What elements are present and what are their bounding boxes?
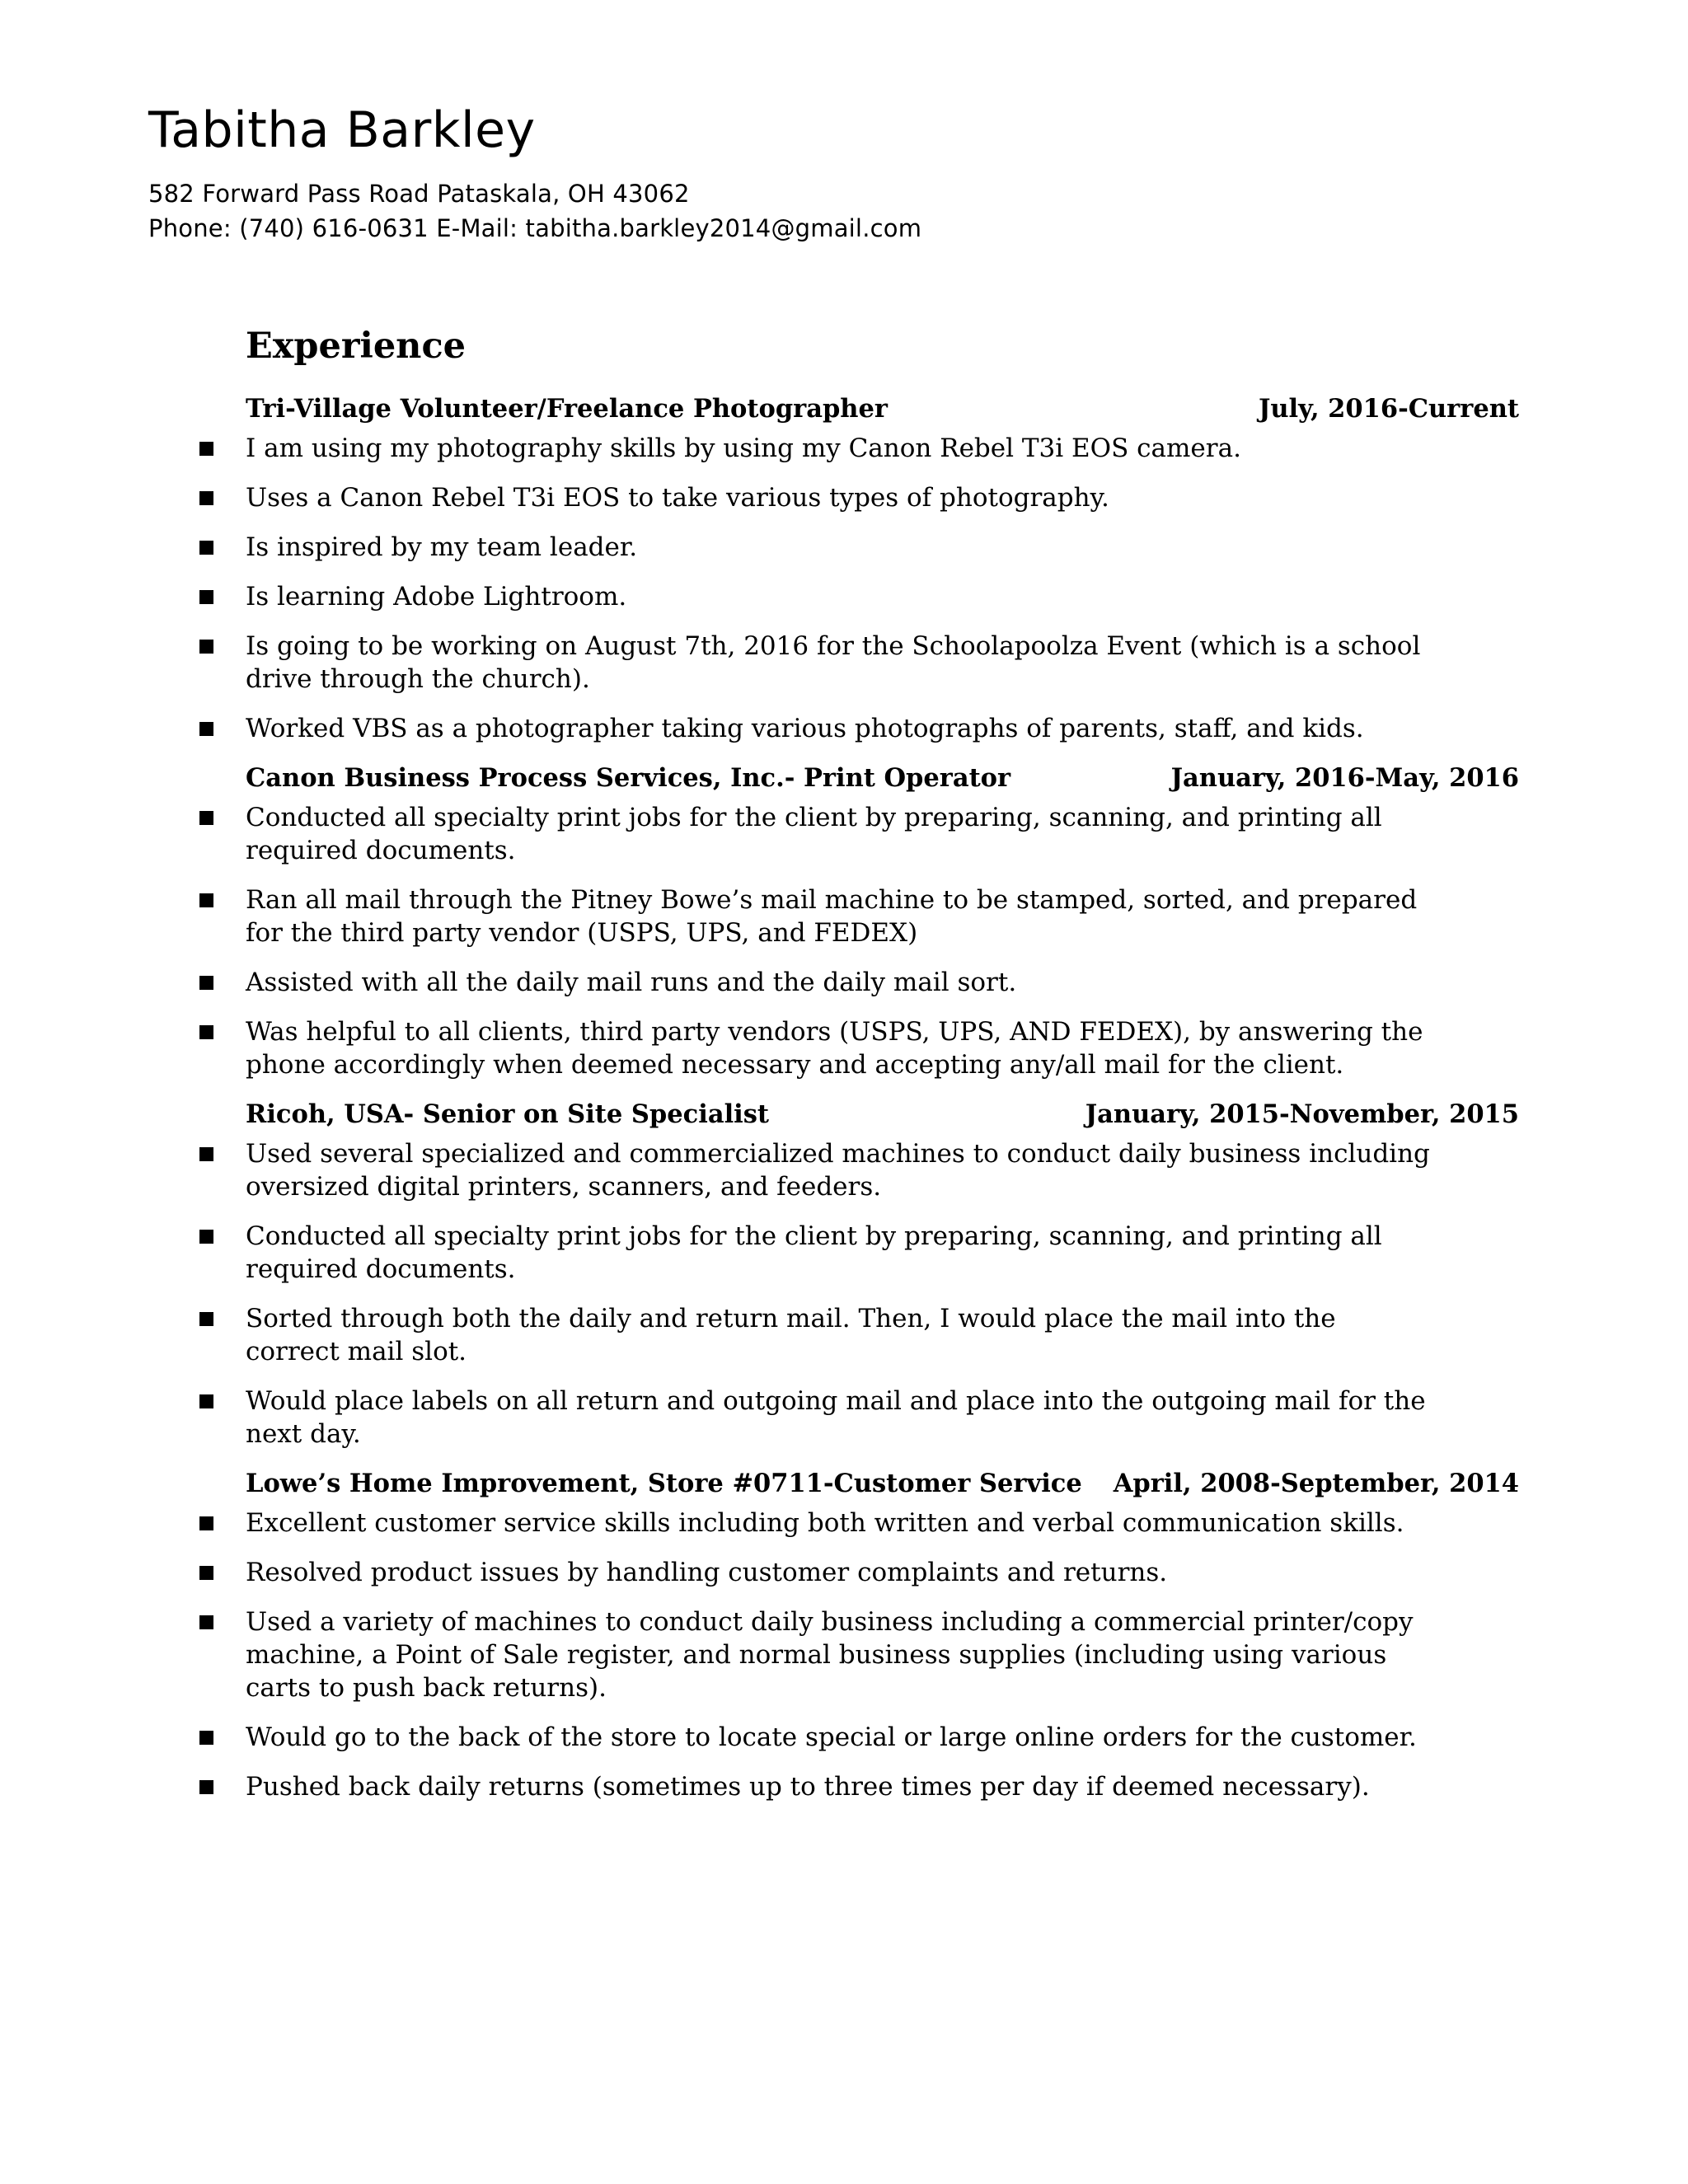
job-bullet-list	[246, 1137, 1519, 1451]
job-bullet	[246, 1721, 1519, 1754]
square-bullet-icon	[199, 1312, 213, 1326]
bullet-text: Ran all mail through the Pitney Bowe’s mail machine to be stamped, sorted, and prepared for the third party vendor (USPS, UPS, and FEDEX)	[246, 885, 1418, 948]
bullet-text: Is learning Adobe Lightroom.	[246, 582, 627, 612]
bullet-text: Worked VBS as a photographer taking various photographs of parents, staff, and kids.	[246, 714, 1364, 743]
square-bullet-icon	[199, 893, 213, 907]
address-line: 582 Forward Pass Road Pataskala, OH 43062	[148, 180, 690, 208]
job-bullet	[246, 801, 1519, 867]
square-bullet-icon	[199, 590, 213, 604]
square-bullet-icon	[199, 1780, 213, 1794]
job-bullet	[246, 630, 1519, 696]
bullet-text: Uses a Canon Rebel T3i EOS to take various types of photography.	[246, 483, 1109, 513]
job-bullet	[246, 481, 1519, 514]
job-bullet-list	[246, 432, 1519, 745]
job-header	[246, 1467, 1519, 1500]
bullet-text: Is inspired by my team leader.	[246, 532, 638, 562]
job-bullet	[246, 580, 1519, 613]
job-header	[246, 762, 1519, 794]
square-bullet-icon	[199, 640, 213, 654]
square-bullet-icon	[199, 541, 213, 555]
job-title: Tri-Village Volunteer/Freelance Photographer	[246, 394, 888, 424]
bullet-text: Was helpful to all clients, third party vendors (USPS, UPS, AND FEDEX), by answering the phone accordingly when deemed necessary and accepting any/all mail for the client.	[246, 1017, 1423, 1080]
bullet-text: Assisted with all the daily mail runs and the daily mail sort.	[246, 968, 1017, 997]
job-entry	[246, 1098, 1519, 1451]
resume-header	[148, 97, 1550, 246]
bullet-text: Pushed back daily returns (sometimes up to three times per day if deemed necessary).	[246, 1772, 1370, 1802]
job-bullet	[246, 883, 1519, 949]
square-bullet-icon	[199, 1147, 213, 1161]
contact-line: Phone: (740) 616-0631 E-Mail: tabitha.barkley2014@gmail.com	[148, 214, 922, 242]
square-bullet-icon	[199, 1615, 213, 1629]
bullet-text: Is going to be working on August 7th, 2016 for the Schoolapoolza Event (which is a school drive through the church).	[246, 631, 1421, 694]
job-bullet	[246, 712, 1519, 745]
job-bullet-list	[246, 801, 1519, 1081]
job-bullet	[246, 1556, 1519, 1589]
bullet-text: Conducted all specialty print jobs for the client by preparing, scanning, and printing all required documents.	[246, 1221, 1382, 1284]
bullet-text: I am using my photography skills by using my Canon Rebel T3i EOS camera.	[246, 434, 1241, 463]
bullet-text: Conducted all specialty print jobs for the client by preparing, scanning, and printing all required documents.	[246, 803, 1382, 865]
square-bullet-icon	[199, 491, 213, 505]
job-entry	[246, 762, 1519, 1081]
job-bullet	[246, 1605, 1519, 1704]
job-bullet	[246, 432, 1519, 465]
section-title-experience: Experience	[246, 326, 466, 367]
square-bullet-icon	[199, 722, 213, 736]
square-bullet-icon	[199, 1025, 213, 1039]
square-bullet-icon	[199, 442, 213, 456]
square-bullet-icon	[199, 811, 213, 825]
job-header	[246, 1098, 1519, 1131]
job-title: Lowe’s Home Improvement, Store #0711-Customer Service	[246, 1469, 1082, 1498]
job-bullet	[246, 531, 1519, 564]
square-bullet-icon	[199, 1230, 213, 1244]
job-bullet	[246, 1220, 1519, 1286]
job-header	[246, 392, 1519, 425]
job-bullet	[246, 966, 1519, 999]
job-dates: January, 2015-November, 2015	[1085, 1099, 1519, 1129]
experience-section	[246, 323, 1519, 1820]
bullet-text: Would go to the back of the store to locate special or large online orders for the customer.	[246, 1722, 1417, 1752]
bullet-text: Excellent customer service skills including both written and verbal communication skills.	[246, 1508, 1404, 1538]
bullet-text: Used a variety of machines to conduct daily business including a commercial printer/copy machine, a Point of Sale register, and normal business supplies (including using various carts to push back returns).	[246, 1607, 1414, 1703]
candidate-name: Tabitha Barkley	[148, 101, 536, 159]
job-dates: January, 2016-May, 2016	[1170, 763, 1519, 793]
bullet-text: Would place labels on all return and outgoing mail and place into the outgoing mail for the next day.	[246, 1386, 1426, 1449]
job-title: Ricoh, USA- Senior on Site Specialist	[246, 1099, 770, 1129]
job-dates: July, 2016-Current	[1258, 394, 1519, 424]
job-dates: April, 2008-September, 2014	[1113, 1469, 1519, 1498]
bullet-text: Used several specialized and commercialized machines to conduct daily business including oversized digital printers, scanners, and feeders.	[246, 1139, 1430, 1202]
job-bullet-list	[246, 1507, 1519, 1803]
job-bullet	[246, 1385, 1519, 1451]
job-title: Canon Business Process Services, Inc.- Print Operator	[246, 763, 1011, 793]
job-bullet	[246, 1770, 1519, 1803]
job-bullet	[246, 1137, 1519, 1203]
job-bullet	[246, 1302, 1519, 1368]
bullet-text: Resolved product issues by handling customer complaints and returns.	[246, 1558, 1168, 1587]
square-bullet-icon	[199, 1516, 213, 1530]
square-bullet-icon	[199, 1394, 213, 1408]
job-entry	[246, 392, 1519, 745]
bullet-text: Sorted through both the daily and return mail. Then, I would place the mail into the correct mail slot.	[246, 1304, 1336, 1366]
square-bullet-icon	[199, 976, 213, 990]
square-bullet-icon	[199, 1731, 213, 1745]
square-bullet-icon	[199, 1566, 213, 1580]
job-entry	[246, 1467, 1519, 1803]
job-bullet	[246, 1507, 1519, 1540]
job-bullet	[246, 1015, 1519, 1081]
